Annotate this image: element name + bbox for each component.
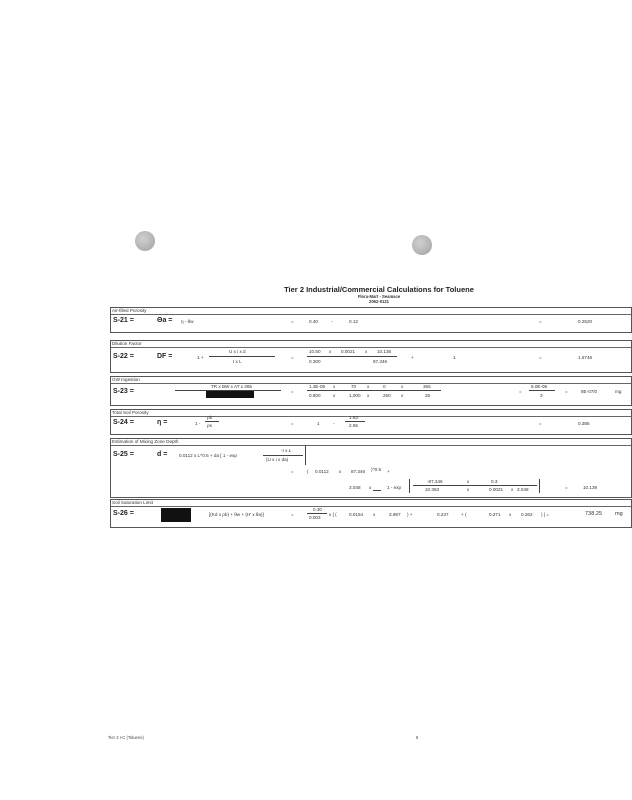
page-subtitle-2: 2062-0121 xyxy=(368,299,390,304)
value: 3.048 xyxy=(349,485,361,490)
value: 0.0021 xyxy=(489,487,504,492)
operator: x [ ( xyxy=(329,512,337,517)
fraction-denominator: I x L xyxy=(233,359,242,364)
operator: ) ] = xyxy=(541,512,550,517)
fraction-bar xyxy=(413,485,537,486)
bracket-close xyxy=(305,445,306,465)
operator: x xyxy=(509,512,512,517)
fraction-bar xyxy=(307,356,397,357)
value: 1.63 xyxy=(349,415,358,420)
section-soil-saturation-limit xyxy=(110,499,632,528)
fraction-denominator: 0.003 xyxy=(309,515,321,520)
value: 0.0021 xyxy=(341,349,356,354)
divider xyxy=(111,506,631,507)
page-title: Tier 2 Industrial/Commercial Calculations for Toluene xyxy=(284,285,474,294)
section-heading: Estimation of Mixing Zone Depth xyxy=(112,439,179,444)
bracket-right xyxy=(539,479,540,493)
operator: x xyxy=(369,485,372,490)
fraction-denominator: 3 xyxy=(540,393,543,398)
operator: + xyxy=(411,355,414,360)
value: 70 xyxy=(351,384,357,389)
value: 0.800 xyxy=(309,393,321,398)
operator: x xyxy=(367,384,370,389)
operator: x xyxy=(329,349,332,354)
fraction-numerator: 8.0E-06 xyxy=(531,384,548,389)
operator: x xyxy=(367,393,370,398)
operator: - xyxy=(333,421,335,426)
section-heading: Dilution Factor xyxy=(112,341,142,346)
fraction-bar xyxy=(263,455,303,456)
fraction-bar xyxy=(345,421,365,422)
value: 250 xyxy=(383,393,391,398)
fraction-numerator: TR x BW x AT x 365 xyxy=(211,384,252,389)
result-value: 0.2520 xyxy=(578,319,593,324)
divider xyxy=(111,416,631,417)
equation-expression: 0.0112 x L^0.5 + da [ 1 - exp xyxy=(179,453,237,458)
operator: x xyxy=(333,393,336,398)
value: 0.237 xyxy=(437,512,449,517)
value: 3.987 xyxy=(389,512,401,517)
operator: x xyxy=(333,384,336,389)
value: 0.271 xyxy=(489,512,501,517)
value: 87.346 xyxy=(373,359,388,364)
fraction-bar xyxy=(307,390,441,391)
value: 365 xyxy=(423,384,431,389)
equation-id: S-25 = xyxy=(113,451,134,458)
redacted-denominator xyxy=(206,391,254,398)
fraction-numerator: U x i x d xyxy=(229,349,246,354)
section-heading: Air-filled Porosity xyxy=(112,308,147,313)
section-air-filled-porosity xyxy=(110,307,632,333)
value: 1 xyxy=(453,355,456,360)
value: 1,000 xyxy=(349,393,361,398)
operator: ( xyxy=(307,469,309,474)
operator: + ( xyxy=(461,512,467,517)
fraction-numerator: -I x L xyxy=(281,448,292,453)
value: 10.135 xyxy=(377,349,392,354)
section-heading: GW Ingestion xyxy=(112,377,140,382)
equals-sign: = xyxy=(565,485,568,490)
expression-prefix: 1 + xyxy=(197,355,204,360)
equation-id: S-23 = xyxy=(113,388,134,395)
underline-blank xyxy=(373,490,381,491)
divider xyxy=(111,347,631,348)
equation-expression: η - θw xyxy=(181,319,194,324)
operator: + xyxy=(387,469,390,474)
value: 0 xyxy=(383,384,386,389)
expression-prefix: 1 - xyxy=(195,421,201,426)
equals-sign: = xyxy=(539,355,542,360)
redacted-term xyxy=(161,508,191,522)
operator: x xyxy=(373,512,376,517)
value: 0.0112 xyxy=(315,469,329,474)
value: 1 xyxy=(317,421,320,426)
fraction-bar xyxy=(209,356,275,357)
divider xyxy=(111,383,631,384)
punch-hole-right xyxy=(412,235,432,255)
bracket-left xyxy=(409,479,410,493)
result-value: 10.139 xyxy=(583,485,598,490)
value: 10.363 xyxy=(425,487,440,492)
equals-sign: = xyxy=(565,389,568,394)
value: 10.50 xyxy=(309,349,321,354)
punch-hole-left xyxy=(135,231,155,251)
section-total-soil-porosity xyxy=(110,409,632,435)
operator: x xyxy=(339,469,342,474)
result-value: 0.385 xyxy=(578,421,590,426)
operator: x xyxy=(401,393,404,398)
section-gw-ingestion xyxy=(110,376,632,406)
value: 0.300 xyxy=(309,359,321,364)
equals-sign: = xyxy=(519,389,522,394)
operator: - xyxy=(331,319,333,324)
value: 25 xyxy=(425,393,431,398)
divider xyxy=(111,314,631,315)
section-heading: Soil Saturation Limit xyxy=(112,500,153,505)
operator: x xyxy=(401,384,404,389)
value: -87.346 xyxy=(427,479,443,484)
value: 2.65 xyxy=(349,423,358,428)
operator: x xyxy=(511,487,514,492)
section-heading: Total Soil Porosity xyxy=(112,410,149,415)
value: 0.3 xyxy=(491,479,498,484)
equation-lhs: Θa = xyxy=(157,317,173,324)
value: 0.262 xyxy=(521,512,533,517)
fraction-bar xyxy=(307,513,327,514)
equation-lhs: DF = xyxy=(157,353,173,360)
footer-page-number: 8 xyxy=(416,735,419,740)
equals-sign: = xyxy=(539,319,542,324)
equals-sign: = xyxy=(291,512,294,517)
operator: x xyxy=(467,479,470,484)
equals-sign: = xyxy=(539,421,542,426)
divider xyxy=(111,445,631,446)
fraction-bar xyxy=(529,390,555,391)
equation-id: S-26 = xyxy=(113,510,134,517)
value: 0.0154 xyxy=(349,512,364,517)
fraction-bar xyxy=(205,421,219,422)
operator: x xyxy=(365,349,368,354)
fraction-denominator: (U x i x da) xyxy=(266,457,289,462)
operator: x xyxy=(467,487,470,492)
section-mixing-zone-depth xyxy=(110,438,632,498)
fraction-denominator: ρs xyxy=(207,423,212,428)
fraction-numerator: ρb xyxy=(207,415,213,420)
equals-sign: = xyxy=(291,421,294,426)
value: 1.3E-05 xyxy=(309,384,326,389)
value: 3.048 xyxy=(517,487,529,492)
equation-lhs: d = xyxy=(157,451,168,458)
fraction-numerator: 0.30 xyxy=(313,507,322,512)
operator: )^0.5 xyxy=(371,467,382,472)
equals-sign: = xyxy=(291,319,294,324)
equals-sign: = xyxy=(291,355,294,360)
operator: 1 - exp xyxy=(387,485,402,490)
equation-expression: [(Kd x ρb) + θw + (H' x θa)] xyxy=(209,512,264,517)
result-value: 1.5746 xyxy=(578,355,593,360)
equation-lhs: η = xyxy=(157,419,168,426)
result-value: 8E-07/0 xyxy=(581,389,598,394)
unit: mg xyxy=(615,389,622,394)
equals-sign: = xyxy=(291,469,294,474)
value: 0.40 xyxy=(309,319,318,324)
page-subtitle-1: Flora-Mart - Seamace xyxy=(357,294,401,299)
operator: ) + xyxy=(407,512,413,517)
result-value: 738.25 xyxy=(585,511,603,517)
section-dilution-factor xyxy=(110,340,632,373)
value: 0.12 xyxy=(349,319,358,324)
unit: mg xyxy=(615,511,623,517)
equals-sign: = xyxy=(291,389,294,394)
value: 87.346 xyxy=(351,469,366,474)
footer-document-label: Tier 2 I-C (Toluene) xyxy=(108,735,144,740)
equation-id: S-24 = xyxy=(113,419,134,426)
equation-id: S-21 = xyxy=(113,317,134,324)
equation-id: S-22 = xyxy=(113,353,134,360)
